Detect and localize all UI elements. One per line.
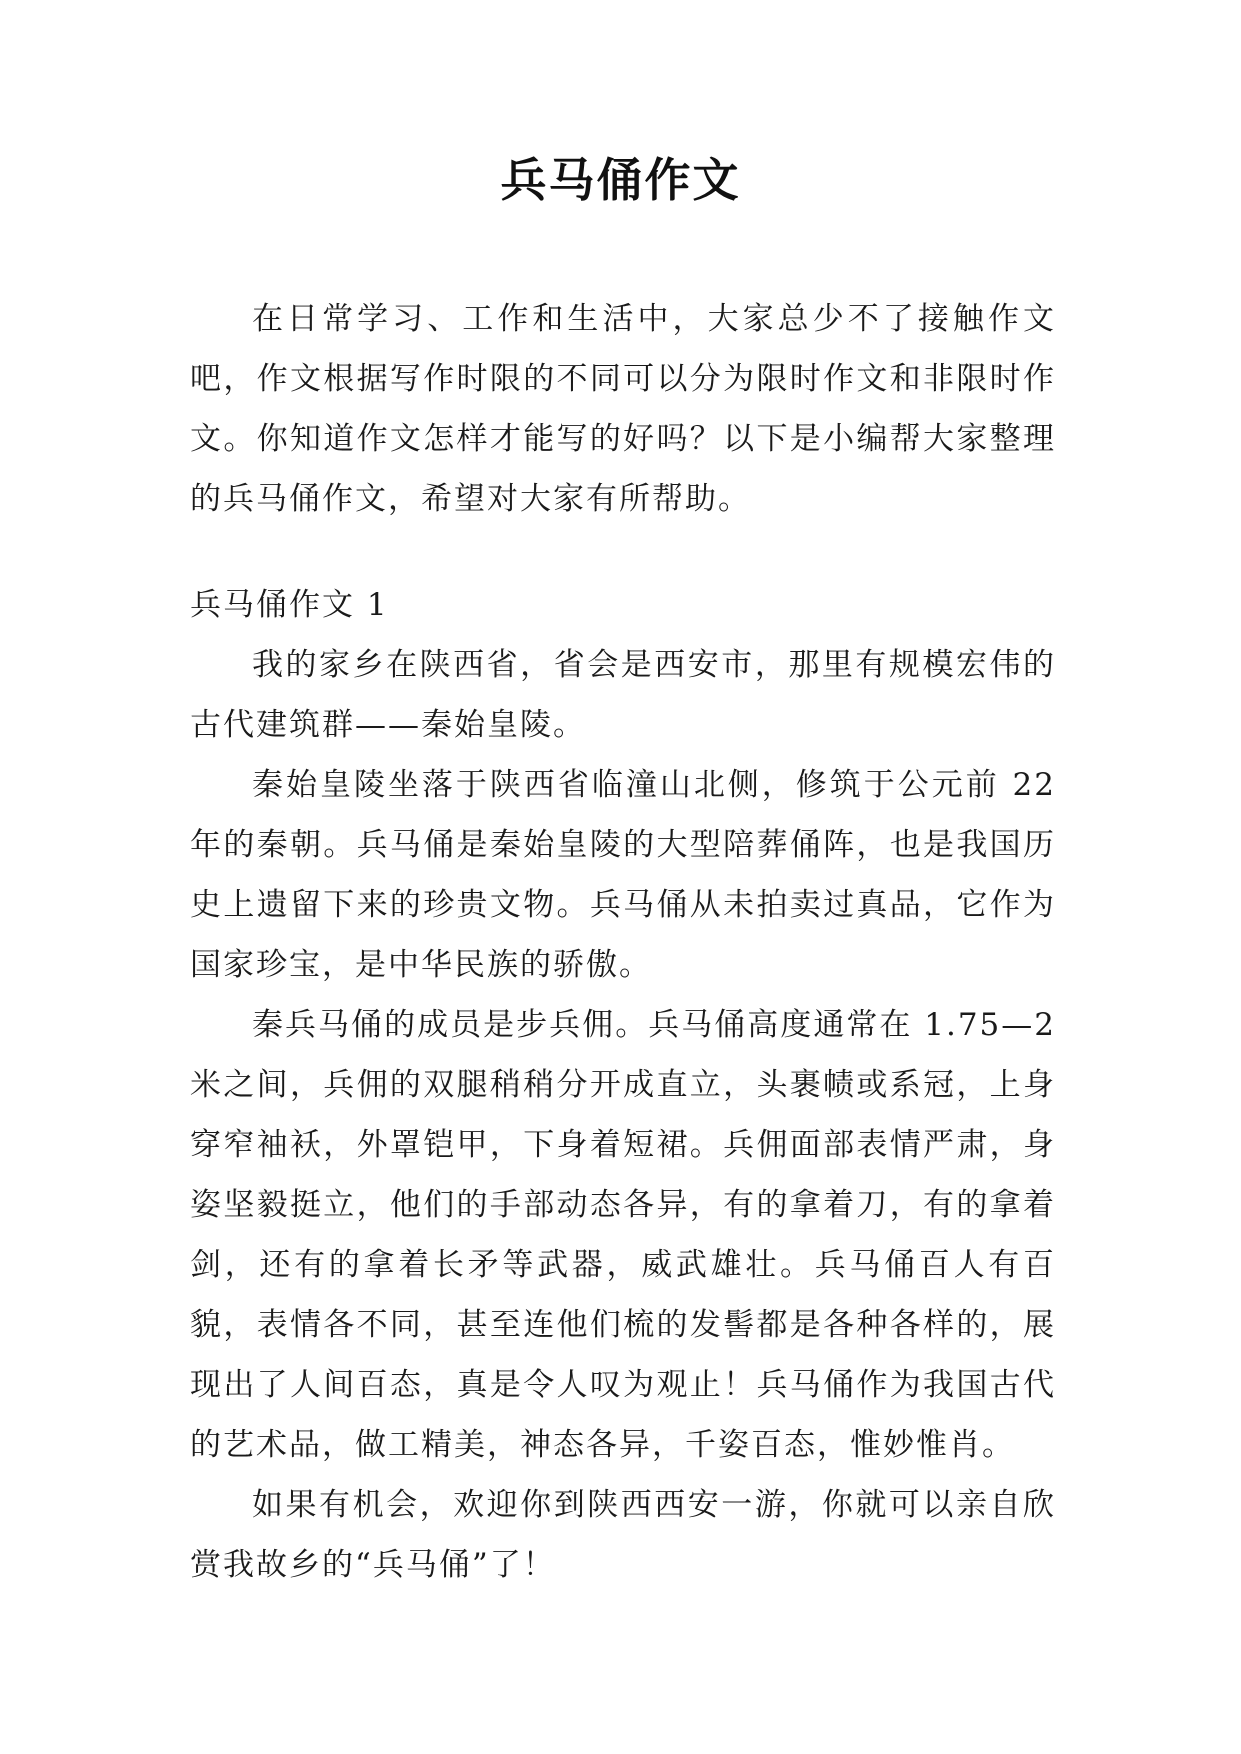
intro-paragraph: 在日常学习、工作和生活中，大家总少不了接触作文吧，作文根据写作时限的不同可以分为限时作文和非限时作文。你知道作文怎样才能写的好吗？以下是小编帮大家整理的兵马俑作文，希望对大家有所帮助。 xyxy=(190,301,1056,517)
essay-paragraph-4: 如果有机会，欢迎你到陕西西安一游，你就可以亲自欣赏我故乡的“兵马俑”了！ xyxy=(190,1487,1056,1583)
document-title: 兵马俑作文 xyxy=(500,153,741,207)
essay-paragraph-2: 秦始皇陵坐落于陕西省临潼山北侧，修筑于公元前 22 年的秦朝。兵马俑是秦始皇陵的大型陪葬俑阵，也是我国历史上遗留下来的珍贵文物。兵马俑从未拍卖过真品，它作为国家珍宝，是中华民族的骄傲。 xyxy=(190,767,1056,983)
intro-section xyxy=(190,289,1056,529)
essay-paragraph-3: 秦兵马俑的成员是步兵佣。兵马俑高度通常在 1.75—2 米之间，兵佣的双腿稍稍分开成直立，头裹帻或系冠，上身穿窄袖袄，外罩铠甲，下身着短裙。兵佣面部表情严肃，身姿坚毅挺立，他们的手部动态各异，有的拿着刀，有的拿着剑，还有的拿着长矛等武器，威武雄壮。兵马俑百人有百貌，表情各不同，甚至连他们梳的发髻都是各种各样的，展现出了人间百态，真是令人叹为观止！兵马俑作为我国古代的艺术品，做工精美，神态各异，千姿百态，惟妙惟肖。 xyxy=(190,1007,1056,1463)
essay-section xyxy=(190,575,1056,1595)
essay-heading: 兵马俑作文 1 xyxy=(190,587,389,623)
essay-paragraph-1: 我的家乡在陕西省，省会是西安市，那里有规模宏伟的古代建筑群——秦始皇陵。 xyxy=(190,647,1056,743)
